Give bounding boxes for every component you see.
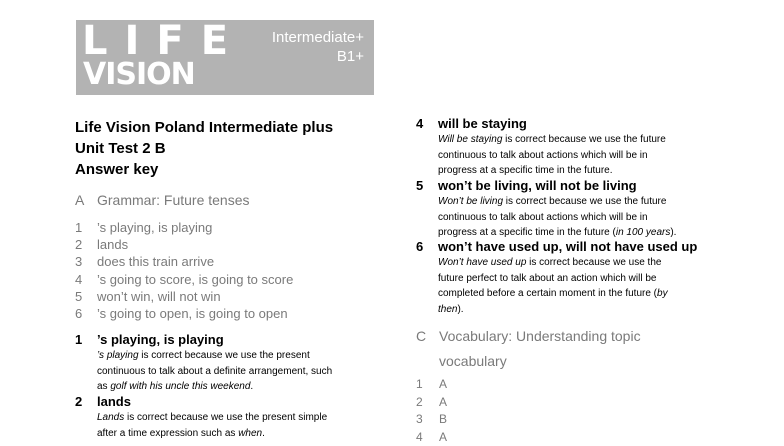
logo-word-life: LIFE (82, 20, 245, 64)
answer-text: ’s playing, is playing (97, 332, 224, 347)
section-a-answer-list (75, 219, 293, 322)
section-title: Grammar: Future tenses (97, 192, 250, 208)
list-item: 2 A (416, 394, 447, 412)
explanation-item-6: 6 won’t have used up, will not have used up Won’t have used up is correct because we use the future perfect to talk about an action which will be completed before a certain moment in the future (by then). (416, 238, 697, 317)
explanation-item-4: 4 will be staying Will be staying is correct because we use the future continuous to talk about actions which will be in progress at a specific time in the future. (416, 115, 666, 179)
list-item: 5 won’t win, will not win (75, 288, 293, 305)
explanation-item-2: 2 lands Lands is correct because we use the present simple after a time expression such as when. (75, 393, 327, 441)
list-item: 1 A (416, 376, 447, 394)
logo-level: Intermediate+ (272, 29, 364, 46)
explanation-item-5: 5 won’t be living, will not be living Won’t be living is correct because we use the future continuous to talk about actions which will be in progress at a specific time in the future (in 100 years). (416, 177, 676, 241)
list-item: 6 ’s going to open, is going to open (75, 305, 293, 322)
explanation-text: Will be staying is correct because we use the future continuous to talk about actions which will be in progress at a specific time in the future. (438, 132, 666, 179)
section-a-heading (75, 192, 250, 208)
list-item: 3 B (416, 411, 447, 429)
answer-text: won’t have used up, will not have used up (438, 239, 697, 254)
explanation-item-1: 1 ’s playing, is playing ’s playing is correct because we use the present continuous to talk about a definite arrangement, such as golf with his uncle this weekend. (75, 331, 332, 395)
explanation-text: Lands is correct because we use the present simple after a time expression such as when. (97, 410, 327, 441)
logo-word-vision: VISION (83, 57, 195, 92)
life-vision-logo (76, 20, 374, 95)
section-c-heading (416, 324, 641, 374)
list-item: 4 A (416, 429, 447, 446)
answer-text: will be staying (438, 116, 527, 131)
section-title-continued: vocabulary (416, 349, 641, 374)
section-c-answer-list (416, 376, 447, 446)
explanation-text: Won’t be living is correct because we use the future continuous to talk about actions which will be in progress at a specific time in the future (in 100 years). (438, 194, 676, 241)
explanation-text: ’s playing is correct because we use the present continuous to talk about a definite arrangement, such as golf with his uncle this weekend. (97, 348, 332, 395)
logo-cefr: B1+ (337, 48, 364, 65)
document-title: Life Vision Poland Intermediate plus (75, 118, 333, 138)
list-item: 2 lands (75, 236, 293, 253)
list-item: 1 ’s playing, is playing (75, 219, 293, 236)
section-title: Vocabulary: Understanding topic (439, 328, 641, 344)
answer-text: lands (97, 394, 131, 409)
explanation-text: Won’t have used up is correct because we use the future perfect to talk about an action which will be completed before a certain moment in the future (by then). (438, 255, 697, 317)
answer-text: won’t be living, will not be living (438, 178, 637, 193)
unit-title: Unit Test 2 B (75, 139, 166, 159)
section-letter: C (416, 324, 439, 349)
section-letter: A (75, 192, 97, 208)
answer-key-title: Answer key (75, 160, 158, 180)
list-item: 4 ’s going to score, is going to score (75, 271, 293, 288)
list-item: 3 does this train arrive (75, 253, 293, 270)
